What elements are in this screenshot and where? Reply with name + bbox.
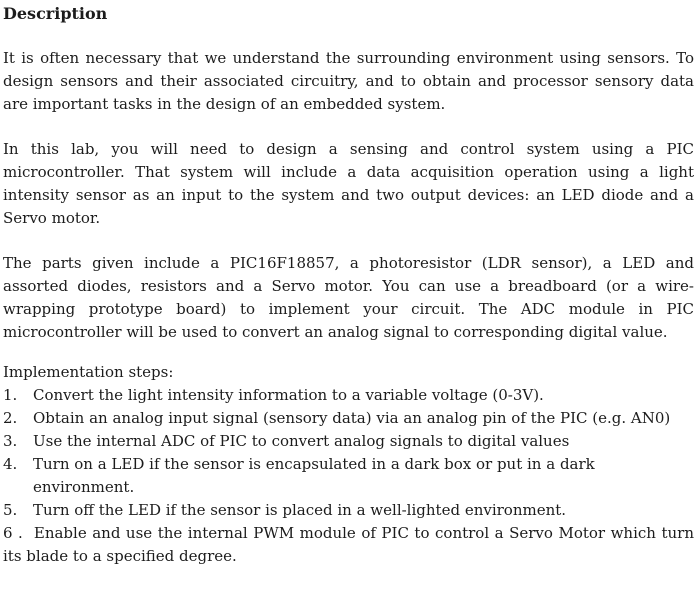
- step-item-3: [3, 430, 694, 453]
- steps-list: [3, 384, 694, 522]
- paragraph-parts-list: The parts given include a PIC16F18857, a photoresistor (LDR sensor), a LED and assorted diodes, resistors and a Servo motor. You can use a breadboard (or a wire-wrapping prototype board) to implement your circuit. The ADC module in PIC microcontroller will be used to convert an analog signal to corresponding digital value.: [3, 254, 694, 341]
- paragraph-step-6: 6 . Enable and use the internal PWM module of PIC to control a Servo Motor which turn its blade to a specified degree.: [3, 524, 694, 565]
- step-text: Convert the light intensity information to a variable voltage (0-3V).: [33, 386, 544, 404]
- step-text: Obtain an analog input signal (sensory data) via an analog pin of the PIC (e.g. AN0): [33, 409, 671, 427]
- paragraph-lab-overview: In this lab, you will need to design a sensing and control system using a PIC microcontroller. That system will include a data acquisition operation using a light intensity sensor as an input to the system and two output devices: an LED diode and a Servo motor.: [3, 140, 694, 227]
- step-item-4: [3, 453, 694, 499]
- steps-heading: Implementation steps:: [3, 363, 174, 381]
- step-number: 2.: [3, 409, 18, 427]
- step-text: Use the internal ADC of PIC to convert analog signals to digital values: [33, 432, 570, 450]
- page-title: Description: [3, 4, 108, 23]
- step-item-1: [3, 384, 694, 407]
- step-number: 1.: [3, 386, 18, 404]
- step-number: 5.: [3, 501, 18, 519]
- paragraph-intro: It is often necessary that we understand the surrounding environment using sensors. To design sensors and their associated circuitry, and to obtain and processor sensory data are important tasks in the design of an embedded system.: [3, 49, 694, 113]
- step-text: Turn off the LED if the sensor is placed in a well-lighted environment.: [33, 501, 567, 519]
- step-item-2: [3, 407, 694, 430]
- step-text: Turn on a LED if the sensor is encapsulated in a dark box or put in a dark environment.: [33, 455, 595, 496]
- step-item-5: [3, 499, 694, 522]
- step-number: 3.: [3, 432, 18, 450]
- step-number: 4.: [3, 455, 18, 473]
